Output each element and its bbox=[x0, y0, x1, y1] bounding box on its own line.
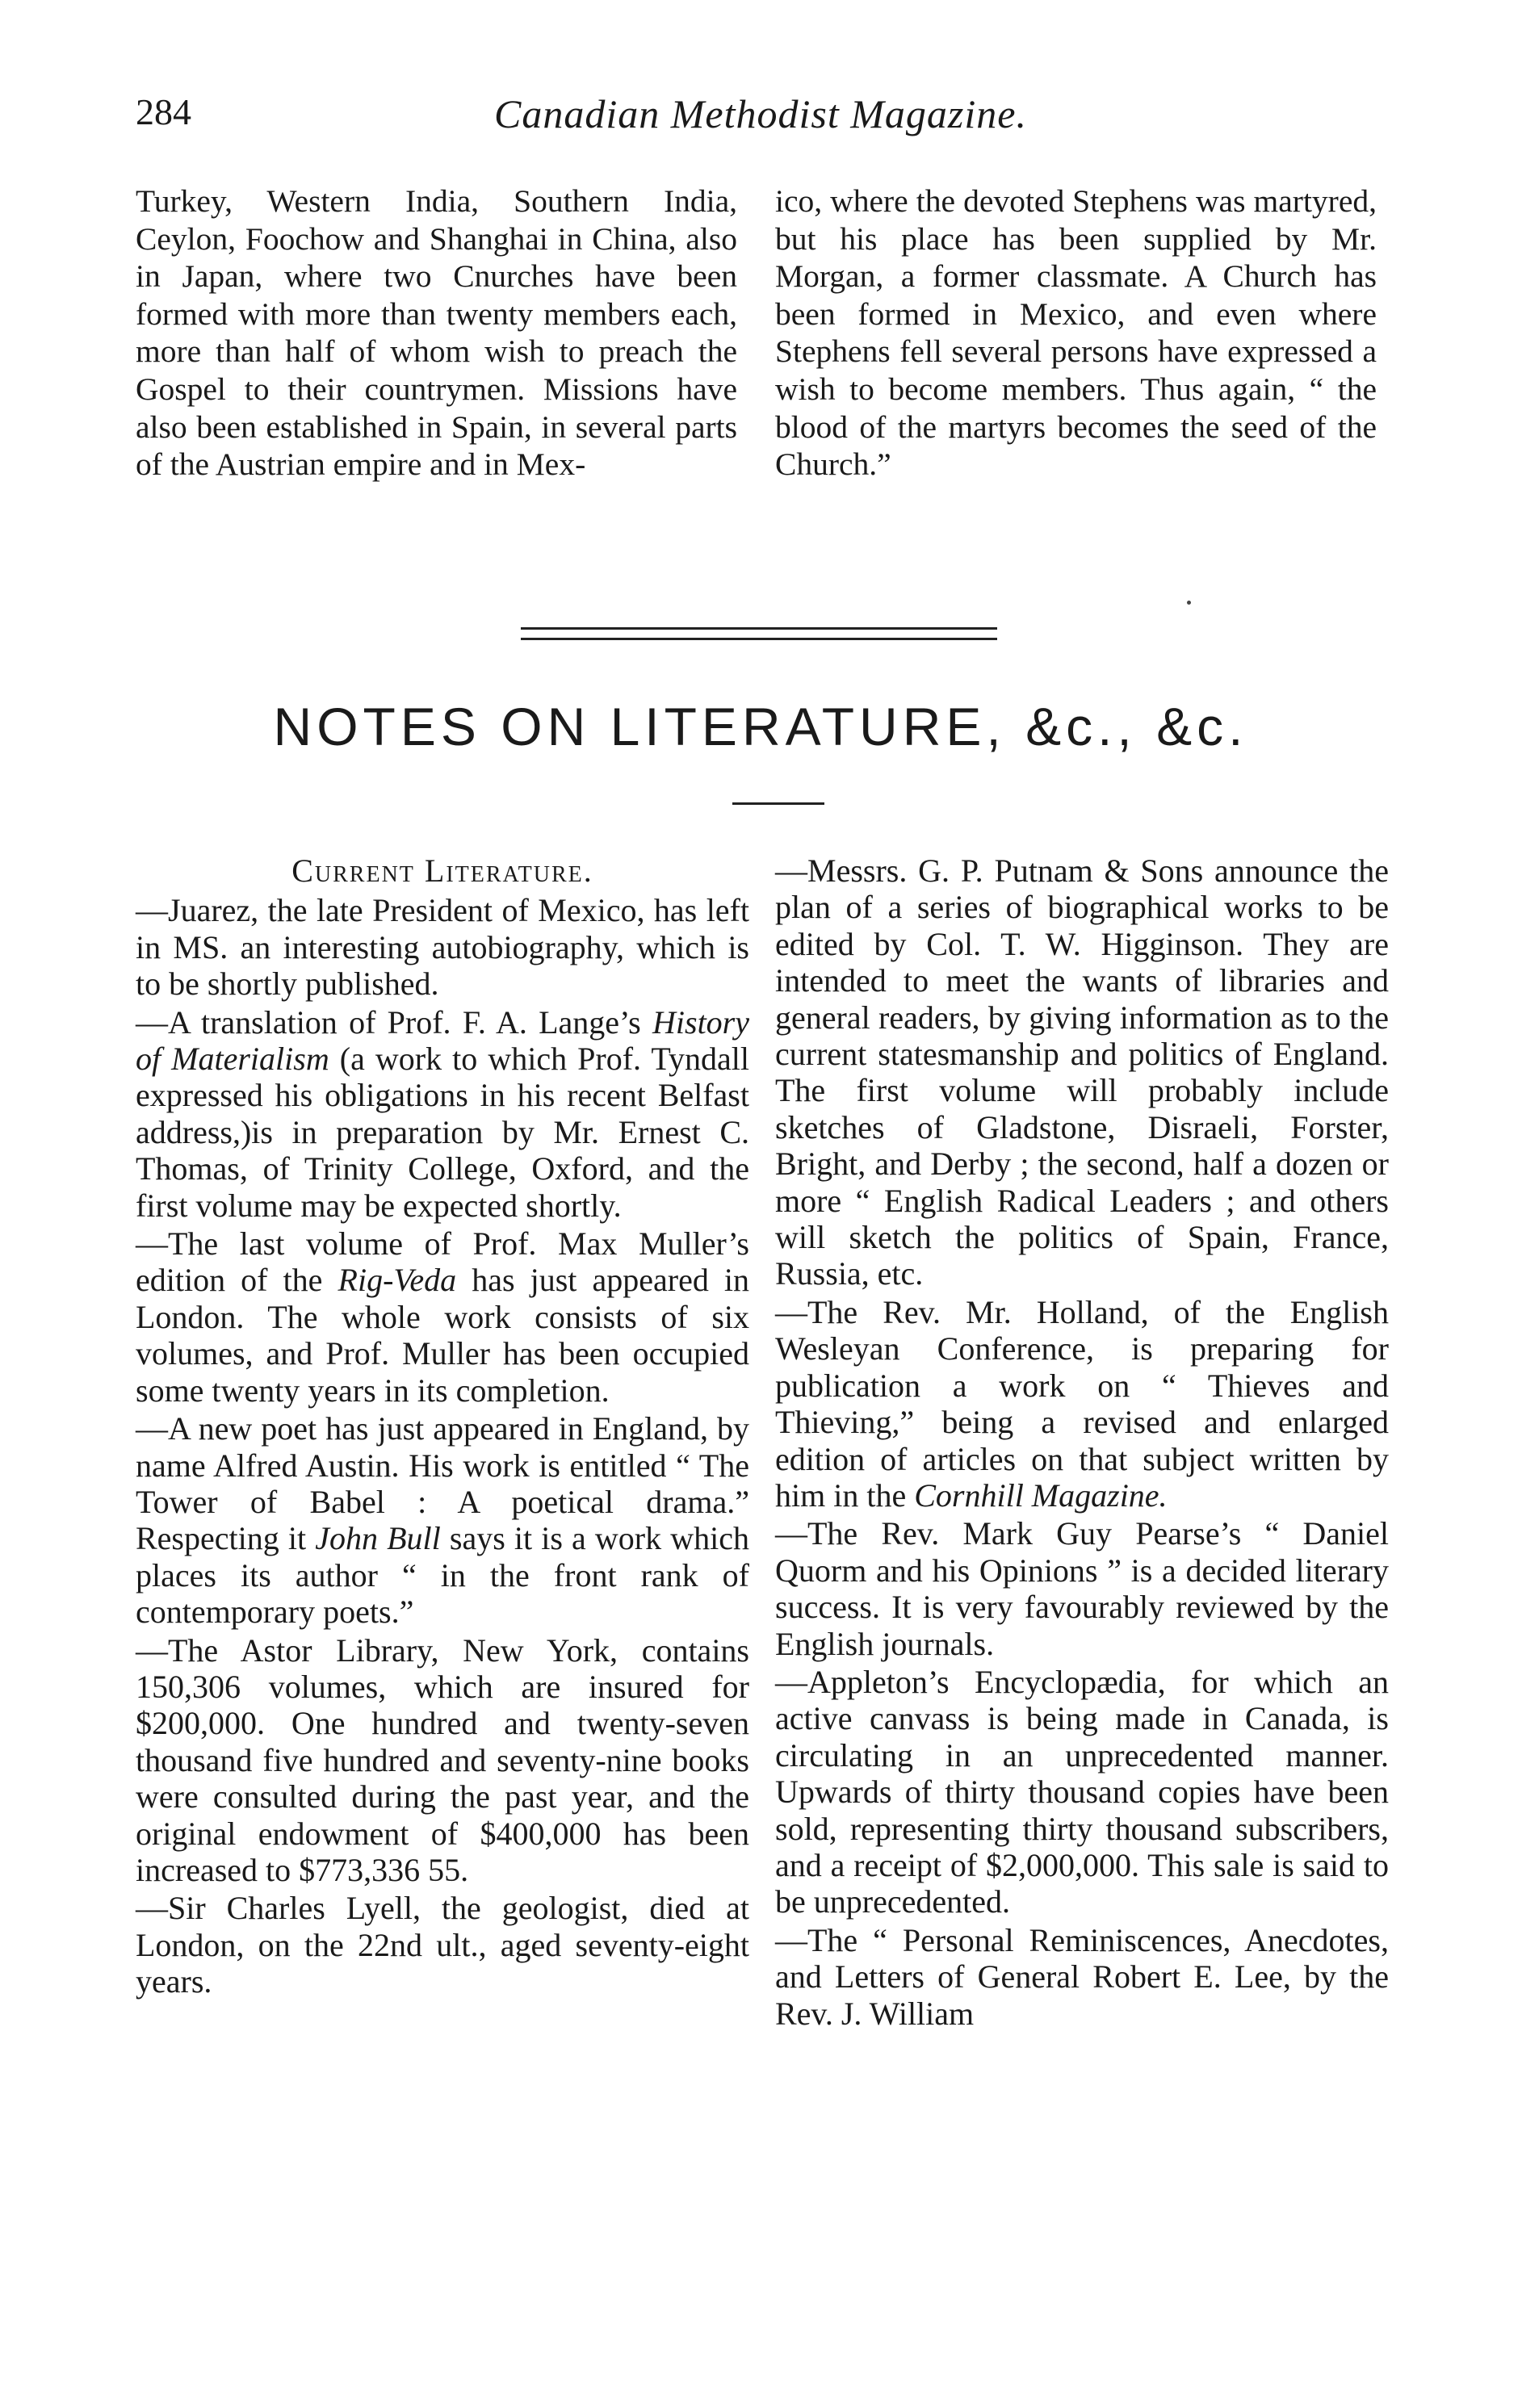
section-title: NOTES ON LITERATURE, &c., &c. bbox=[273, 697, 1248, 756]
note-juarez: —Juarez, the late President of Mexico, has left in MS. an interesting autobiography, which is to be shortly published. bbox=[136, 892, 749, 1003]
continuation-left-column bbox=[136, 182, 737, 484]
book-title-history-of-materialism: History of Materialism bbox=[136, 1003, 749, 1078]
notes-left-column bbox=[136, 852, 749, 2002]
print-speck bbox=[1187, 601, 1191, 605]
note-appletons-encyclopaedia: —Appleton’s Encyclopædia, for which an active canvass is being made in Canada, is circulating in an unprecedented manner. Upwards of thirty thousand copies have been sold, representing thirty thousand subscribers, and a receipt of $2,000,000. This sale is said to be unprecedented. bbox=[775, 1663, 1389, 1920]
page-header bbox=[136, 90, 1386, 147]
subheading-current-literature: Current Literature. bbox=[291, 852, 593, 889]
short-rule-divider bbox=[732, 802, 824, 805]
note-max-muller: —The last volume of Prof. Max Muller’s edition of the Rig-Veda has just appeared in London. The whole work consists of six volumes, and Prof. Muller has been occupied some twenty years in its completion. bbox=[136, 1225, 750, 1409]
periodical-title-cornhill-magazine: Cornhill Magazine. bbox=[914, 1476, 1168, 1514]
running-title: Canadian Methodist Magazine. bbox=[494, 91, 1027, 136]
book-title-rig-veda: Rig-Veda bbox=[338, 1262, 457, 1299]
note-alfred-austin: —A new poet has just appeared in England, by name Alfred Austin. His work is entitled “ The Tower of Babel : A poetical drama.” Respecting it John Bull says it is a work which places its author “ in the front rank of contemporary poets.” bbox=[136, 1410, 750, 1631]
double-rule-divider bbox=[521, 627, 997, 640]
periodical-title-john-bull: John Bull bbox=[315, 1520, 441, 1557]
note-pearse: —The Rev. Mark Guy Pearse’s “ Daniel Quorm and his Opinions ” is a decided literary success. It is very favourably reviewed by the English journals. bbox=[775, 1515, 1389, 1662]
page-number: 284 bbox=[136, 91, 191, 132]
notes-right-column bbox=[775, 852, 1389, 2033]
continuation-paragraph-left: Turkey, Western India, Southern India, Ceylon, Foochow and Shanghai in China, also in Japan, where two Cnurches have been formed with more than twenty members each, more than half of whom wish to preach the Gospel to their countrymen. Missions have also been established in Spain, in several parts of the Austrian empire and in Mex- bbox=[136, 183, 737, 483]
note-holland: —The Rev. Mr. Holland, of the English Wesleyan Conference, is preparing for publication a work on “ Thieves and Thieving,” being a revised and enlarged edition of articles on that subject written by him in the Cornhill Magazine. bbox=[775, 1293, 1389, 1514]
note-robert-e-lee: —The “ Personal Reminiscences, Anecdotes, and Letters of General Robert E. Lee, by the Rev. J. William bbox=[775, 1921, 1389, 2032]
note-charles-lyell: —Sir Charles Lyell, the geologist, died at London, on the 22nd ult., aged seventy-eight years. bbox=[136, 1890, 749, 2000]
note-putnam: —Messrs. G. P. Putnam & Sons announce the plan of a series of biographical works to be edited by Col. T. W. Higginson. They are intended to meet the wants of libraries and general readers, by giving information as to the current statesmanship and politics of England. The first volume will probably include sketches of Gladstone, Disraeli, Forster, Bright, and Derby ; the second, half a dozen or more “ English Radical Leaders ; and others will sketch the politics of Spain, France, Russia, etc. bbox=[775, 852, 1389, 1292]
continuation-paragraph-right: ico, where the devoted Stephens was martyred, but his place has been supplied by Mr. Morgan, a former classmate. A Church has been formed in Mexico, and even where Stephens fell several persons have expressed a wish to become members. Thus again, “ the blood of the martyrs becomes the seed of the Church.” bbox=[775, 183, 1377, 483]
note-lange: —A translation of Prof. F. A. Lange’s History of Materialism (a work to which Prof. Tyndall expressed his obligations in his recent Belfast address,)is in preparation by Mr. Ernest C. Thomas, of Trinity College, Oxford, and the first volume may be expected shortly. bbox=[136, 1003, 749, 1224]
note-astor-library: —The Astor Library, New York, contains 150,306 volumes, which are insured for $200,000. One hundred and twenty-seven thousand five hundred and seventy-nine books were consulted during the past year, and the original endowment of $400,000 has been increased to $773,336 55. bbox=[136, 1631, 749, 1888]
continuation-right-column bbox=[775, 182, 1377, 484]
